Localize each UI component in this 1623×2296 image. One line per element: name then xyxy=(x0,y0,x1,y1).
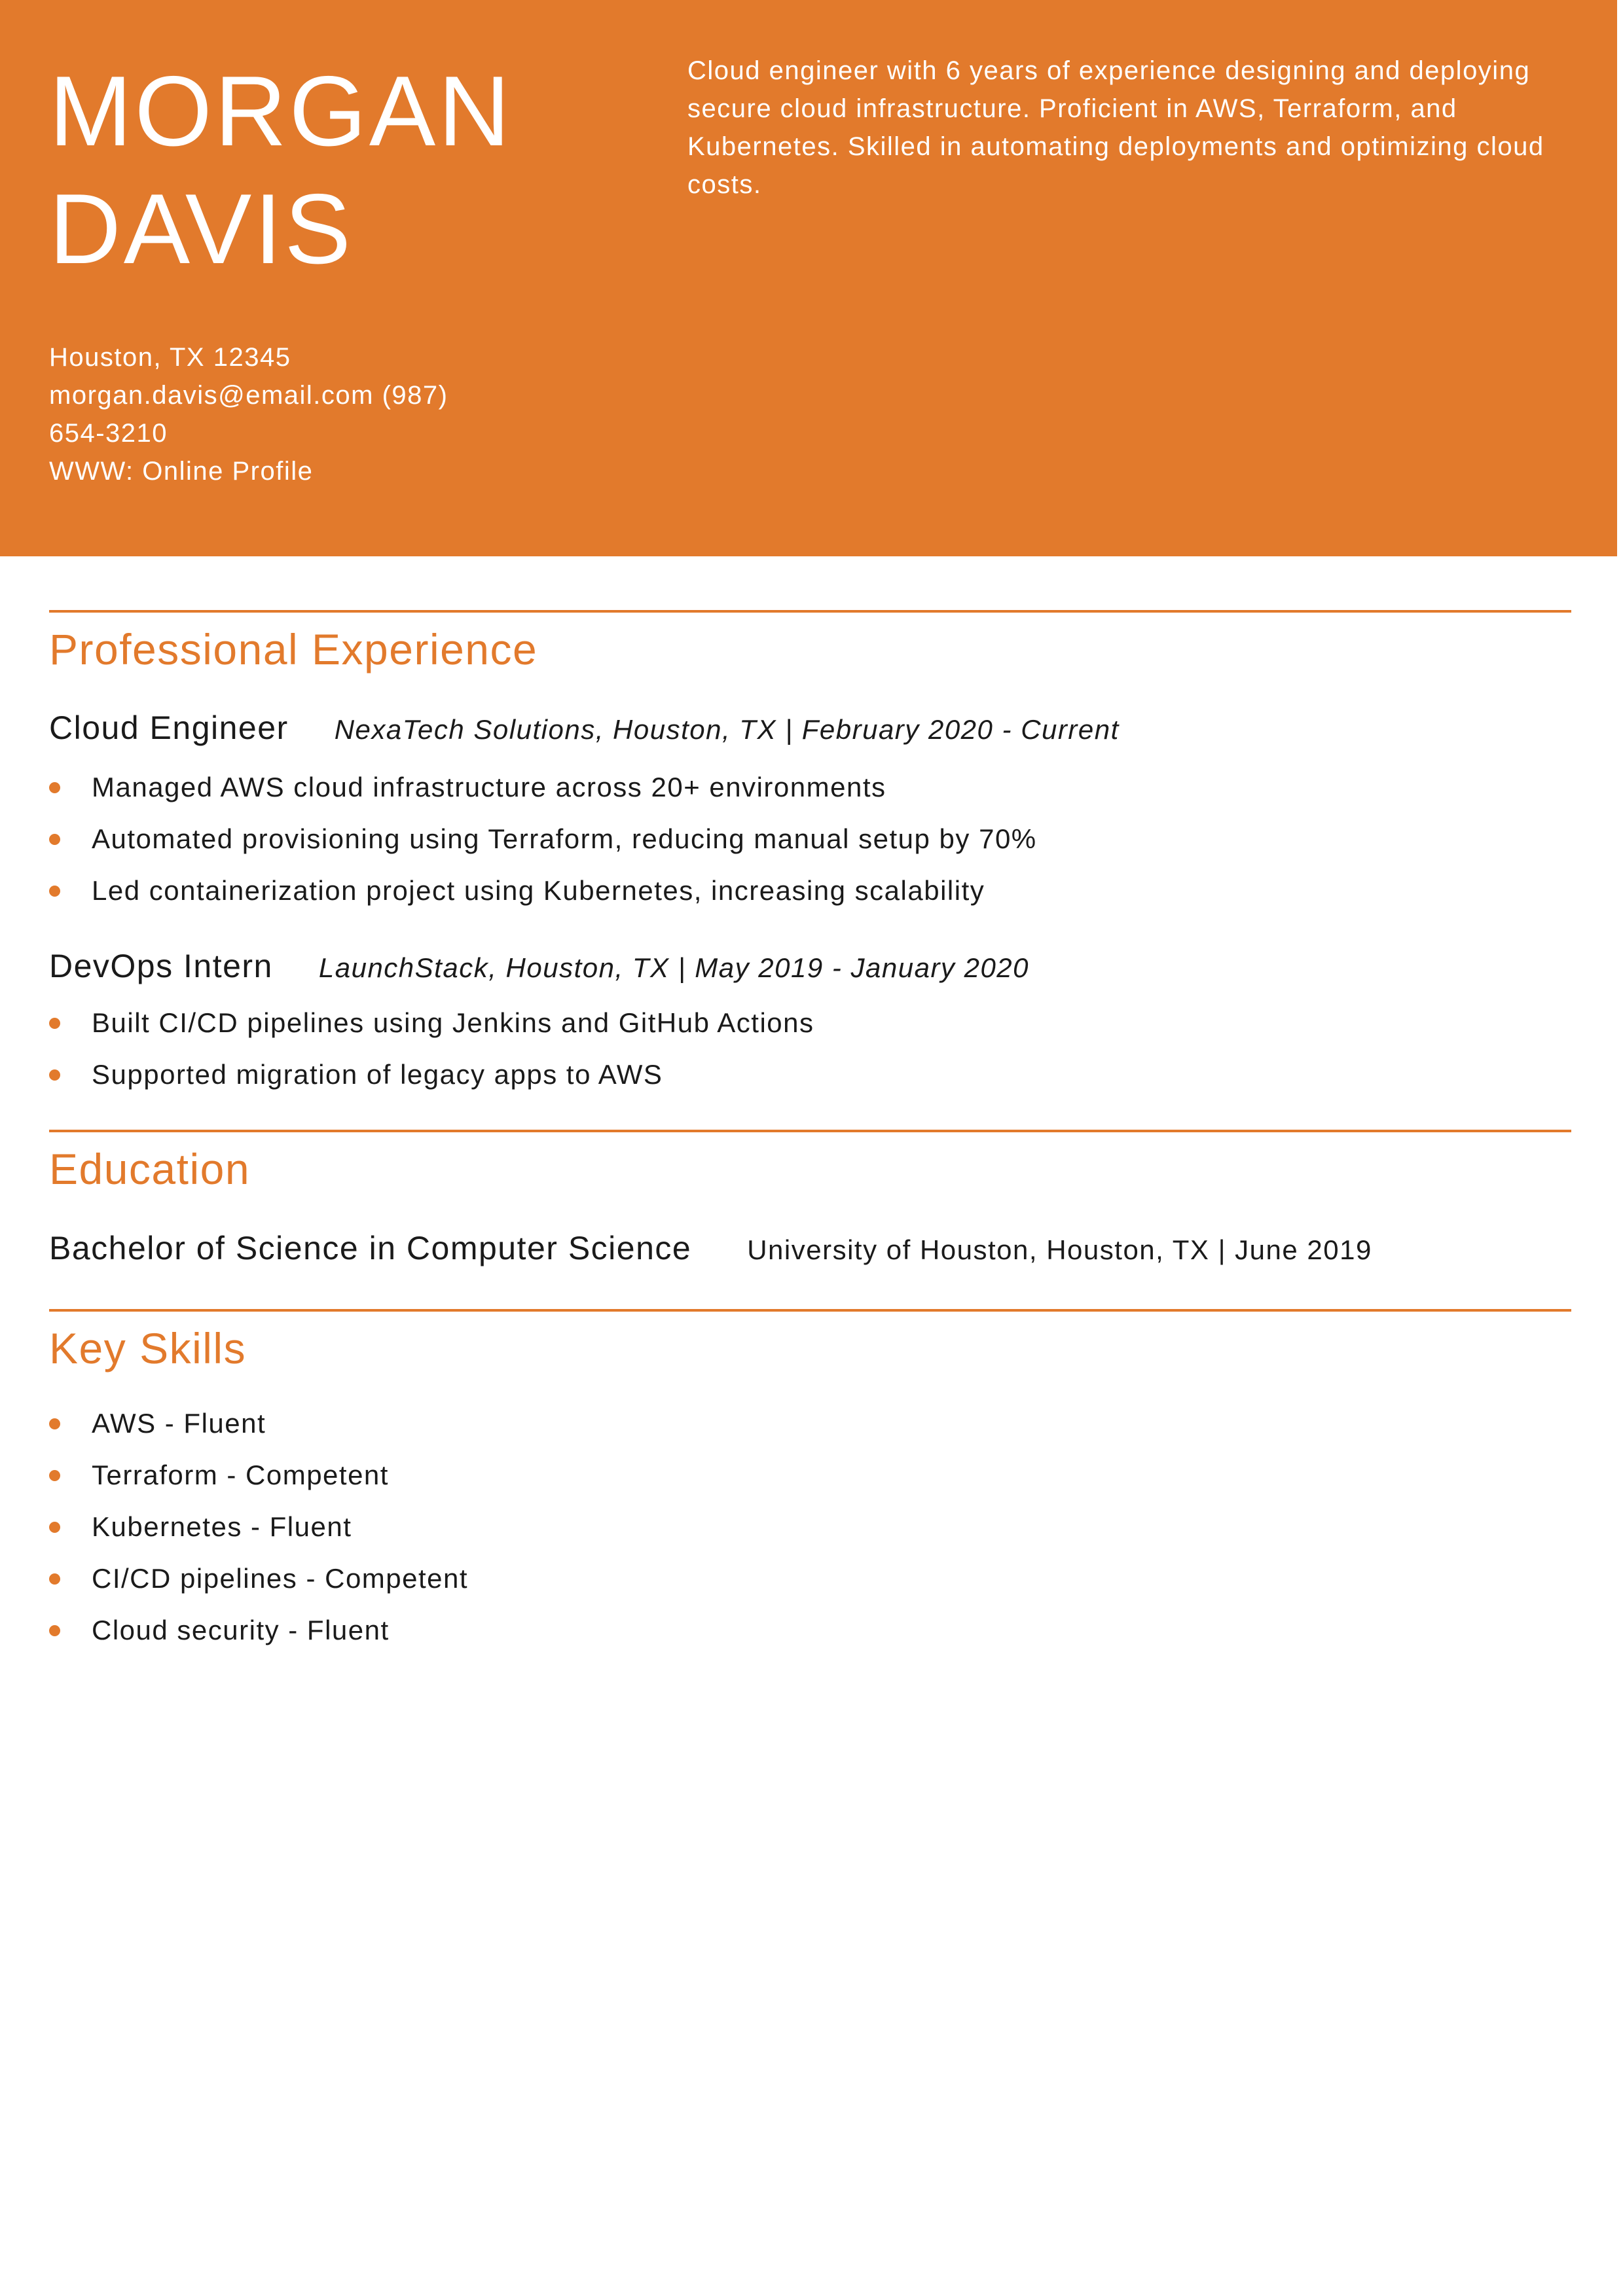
last-name: DAVIS xyxy=(49,173,354,285)
skill-text: Terraform - Competent xyxy=(92,1460,389,1490)
bullet-icon xyxy=(49,1069,60,1081)
skill-text: Cloud security - Fluent xyxy=(92,1615,390,1645)
experience-section-title: Professional Experience xyxy=(49,625,538,673)
bullet-icon xyxy=(49,1625,60,1636)
bullet-icon xyxy=(49,782,60,793)
contact-website[interactable]: WWW: Online Profile xyxy=(49,457,314,486)
bullet-icon xyxy=(49,1418,60,1429)
education-section-title: Education xyxy=(49,1145,251,1193)
skill-text: Kubernetes - Fluent xyxy=(92,1511,352,1542)
skills-section-title: Key Skills xyxy=(49,1324,247,1372)
contact-email-phone[interactable]: morgan.davis@email.com (987) xyxy=(49,381,448,410)
list-item xyxy=(49,872,985,909)
bullet-text: Led containerization project using Kubernetes, increasing scalability xyxy=(92,875,985,906)
education-entry xyxy=(49,1229,1372,1267)
bullet-icon xyxy=(49,1018,60,1029)
bullet-icon xyxy=(49,886,60,897)
job-role: Cloud Engineer xyxy=(49,709,289,746)
bullet-icon xyxy=(49,834,60,845)
list-item xyxy=(49,1612,390,1649)
skill-text: CI/CD pipelines - Competent xyxy=(92,1563,469,1594)
list-item xyxy=(49,1005,814,1041)
section-divider xyxy=(49,610,1571,613)
list-item xyxy=(49,1405,266,1442)
bullet-icon xyxy=(49,1573,60,1585)
skill-text: AWS - Fluent xyxy=(92,1408,266,1439)
first-name: MORGAN xyxy=(49,56,513,167)
contact-phone-end: 654-3210 xyxy=(49,419,168,448)
list-item xyxy=(49,769,886,806)
resume-header xyxy=(0,0,1617,556)
bullet-text: Supported migration of legacy apps to AWS xyxy=(92,1059,663,1090)
contact-location: Houston, TX 12345 xyxy=(49,343,291,372)
section-divider xyxy=(49,1130,1571,1132)
job-meta: NexaTech Solutions, Houston, TX | February 2020 - Current xyxy=(334,714,1120,745)
bullet-icon xyxy=(49,1470,60,1481)
list-item xyxy=(49,1560,468,1597)
list-item xyxy=(49,1457,389,1494)
section-divider xyxy=(49,1309,1571,1312)
professional-summary: Cloud engineer with 6 years of experience designing and deploying secure cloud infrastructure. Proficient in AWS, Terraform, and Kubernetes. Skilled in automating deployments and optimizing cloud costs. xyxy=(687,56,1544,199)
job-meta: LaunchStack, Houston, TX | May 2019 - January 2020 xyxy=(318,952,1030,983)
education-meta: University of Houston, Houston, TX | June 2019 xyxy=(747,1234,1372,1265)
list-item xyxy=(49,821,1037,857)
list-item xyxy=(49,1056,663,1093)
bullet-text: Managed AWS cloud infrastructure across 20+ environments xyxy=(92,772,886,802)
bullet-text: Automated provisioning using Terraform, reducing manual setup by 70% xyxy=(92,823,1037,854)
bullet-icon xyxy=(49,1522,60,1533)
job-role: DevOps Intern xyxy=(49,948,273,984)
contact-info xyxy=(49,338,520,490)
job-header xyxy=(49,947,1029,985)
bullet-text: Built CI/CD pipelines using Jenkins and GitHub Actions xyxy=(92,1007,814,1038)
job-header xyxy=(49,709,1120,747)
candidate-name xyxy=(49,52,638,288)
education-degree: Bachelor of Science in Computer Science xyxy=(49,1230,692,1266)
list-item xyxy=(49,1509,352,1545)
